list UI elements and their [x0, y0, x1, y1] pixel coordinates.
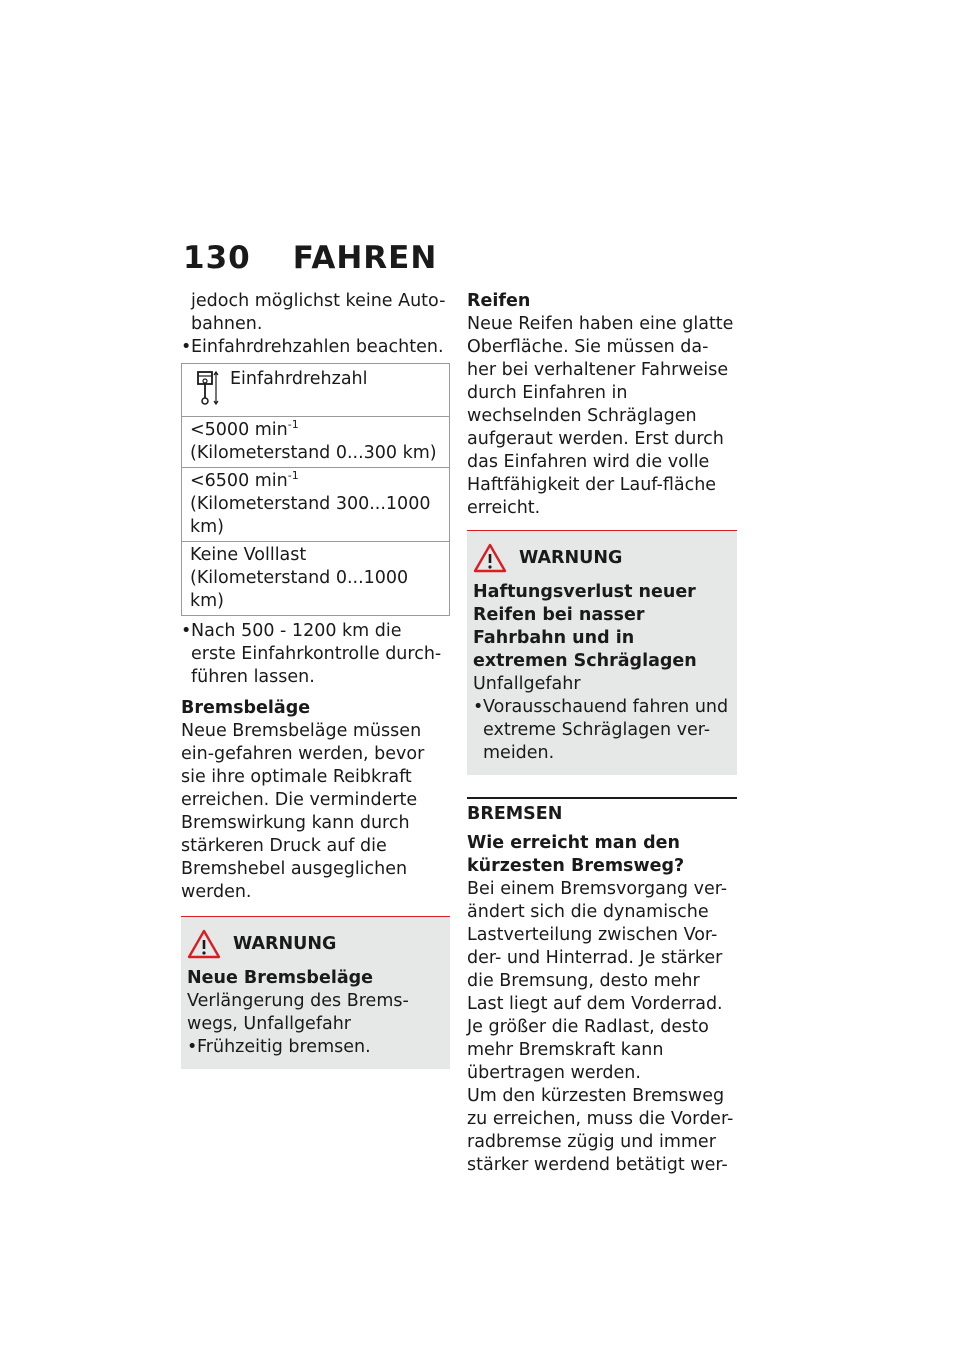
warning-triangle-icon [187, 929, 221, 959]
tires-text: Neue Reifen haben eine glatte Oberfläche. Sie müssen da-her bei verhaltener Fahrweise durch Einfahren in wechselnden Schräglagen aufgeraut werden. Erst durch das Einfahren wird die volle Haftfähigkeit der Lauf-fläche erreicht. [467, 314, 734, 518]
table-header-label: Einfahrdrehzahl [230, 369, 368, 389]
bullet-rpm: • Einfahrdrehzahlen beachten. [181, 336, 450, 359]
warning-box-tires [467, 530, 737, 775]
break-in-table [181, 363, 450, 616]
braking-distance-heading: Wie erreicht man den kürzesten Bremsweg? [467, 833, 685, 876]
warning-label: WARNUNG [187, 929, 444, 959]
braking-paragraph-2: Um den kürzesten Bremsweg zu erreichen, muss die Vorder-radbremse zügig und immer stärker werdend betätigt wer- [467, 1086, 734, 1175]
brakes-section-title: BREMSEN [467, 797, 737, 826]
page-header [183, 240, 437, 276]
table-header [182, 364, 449, 416]
section-title: FAHREN [292, 240, 438, 276]
engine-piston-icon [196, 368, 220, 408]
tires-heading: Reifen [467, 291, 531, 311]
intro-continuation: jedoch möglichst keine Auto-bahnen. [191, 291, 446, 334]
warning-bullet: • Frühzeitig bremsen. [187, 1036, 444, 1059]
table-row: <5000 $\min^{-1}$ (Kilometerstand 0...300 km) [182, 416, 449, 467]
page-number: 130 [183, 240, 251, 276]
braking-paragraph-1: Bei einem Bremsvorgang ver-ändert sich die dynamische Lastverteilung zwischen Vor-der- und Hinterrad. Je stärker die Bremsung, desto mehr Last liegt auf dem Vorderrad. Je größer die Radlast, desto mehr Bremskraft kann übertragen werden. [467, 879, 728, 1083]
warning-title: Neue Bremsbeläge [187, 968, 374, 988]
warning-bullet: • Vorausschauend fahren und extreme Schräglagen ver-meiden. [473, 696, 731, 765]
table-row: Keine Volllast (Kilometerstand 0...1000 km) [182, 541, 449, 615]
warning-desc: Unfallgefahr [473, 674, 581, 694]
warning-label: WARNUNG [473, 543, 731, 573]
right-column [467, 290, 737, 1177]
warning-triangle-icon [473, 543, 507, 573]
warning-title: Haftungsverlust neuer Reifen bei nasser Fahrbahn und in extremen Schräglagen [473, 582, 697, 671]
warning-desc: Verlängerung des Brems-wegs, Unfallgefahr [187, 991, 409, 1034]
brake-pads-text: Neue Bremsbeläge müssen ein-gefahren werden, bevor sie ihre optimale Reibkraft erreichen. Die verminderte Bremswirkung kann durch stärkeren Druck auf die Bremshebel ausgeglichen werden. [181, 721, 425, 902]
brake-pads-heading: Bremsbeläge [181, 698, 311, 718]
left-column [181, 290, 450, 1069]
bullet-inspection: • Nach 500 - 1200 km die erste Einfahrkontrolle durch-führen lassen. [181, 620, 450, 689]
table-row: <6500 $\min^{-1}$ (Kilometerstand 300...1000 km) [182, 467, 449, 541]
warning-box-brake-pads [181, 916, 450, 1069]
